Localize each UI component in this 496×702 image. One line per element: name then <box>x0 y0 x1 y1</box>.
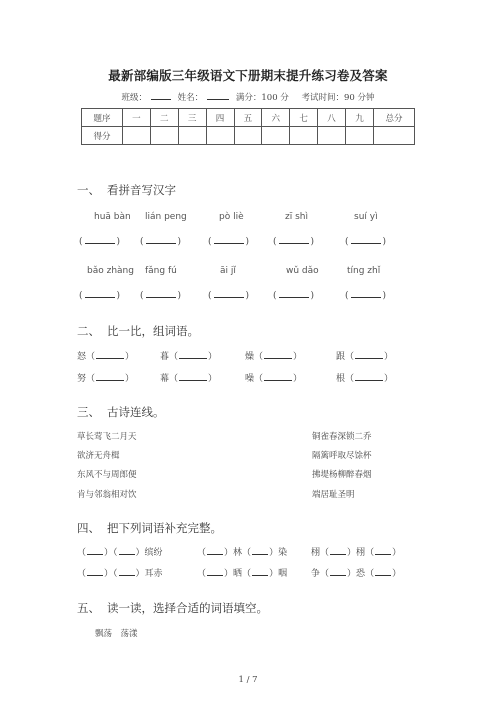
score-header-cell: 七 <box>290 109 318 127</box>
score-header-cell: 一 <box>123 109 151 127</box>
poem-line-right[interactable]: 隔篱呼取尽馀杯 <box>312 451 372 461</box>
section-number: 二、 <box>77 324 100 338</box>
score-header-cell: 三 <box>178 109 206 127</box>
section-3-heading <box>77 404 165 420</box>
exam-info <box>0 91 496 103</box>
score-cell[interactable] <box>206 127 234 145</box>
score-header-cell: 题序 <box>82 109 123 127</box>
idiom-item[interactable]: 栩（ ）栩（ ） <box>311 548 402 558</box>
pinyin: suí yì <box>354 212 378 222</box>
answer-blank[interactable]: ( ) <box>345 237 387 247</box>
score-row-label: 得分 <box>82 127 123 145</box>
score-header-row <box>82 109 415 127</box>
compare-item[interactable]: 努（ ） <box>77 374 135 384</box>
class-label: 班级： <box>121 93 147 103</box>
name-blank[interactable] <box>207 91 229 100</box>
score-cell[interactable] <box>346 127 374 145</box>
section-2-heading <box>77 323 199 339</box>
score-header-cell: 六 <box>262 109 290 127</box>
section-title: 看拼音写汉字 <box>107 183 176 197</box>
score-cell[interactable] <box>234 127 262 145</box>
score-cell[interactable] <box>374 127 415 145</box>
section-number: 一、 <box>77 183 100 197</box>
score-cell[interactable] <box>178 127 206 145</box>
section-title: 把下列词语补充完整。 <box>107 521 222 535</box>
full-score: 满分：100 分 <box>235 93 289 103</box>
score-cell[interactable] <box>318 127 346 145</box>
poem-line-right[interactable]: 端居耻圣明 <box>312 490 355 500</box>
word-options: 飘荡 荡漾 <box>95 629 138 639</box>
pinyin: zī shì <box>285 212 308 222</box>
compare-item[interactable]: 跟（ ） <box>336 352 394 362</box>
page-number: 1 / 7 <box>238 675 258 685</box>
idiom-item[interactable]: 争（ ）恐（ ） <box>311 569 402 579</box>
score-header-cell: 二 <box>150 109 178 127</box>
idiom-item[interactable]: （ ）（ ）缤纷 <box>77 548 163 558</box>
score-table <box>81 108 415 145</box>
compare-item[interactable]: 暮（ ） <box>160 352 218 362</box>
idiom-item[interactable]: （ ）晒（ ）咽 <box>197 569 288 579</box>
compare-item[interactable]: 怒（ ） <box>77 352 135 362</box>
poem-line-left[interactable]: 东风不与周郎便 <box>77 470 137 480</box>
compare-item[interactable]: 燥（ ） <box>245 352 303 362</box>
compare-item[interactable]: 噪（ ） <box>245 374 303 384</box>
pinyin: āi jǐ <box>220 266 236 276</box>
page-title: 最新部编版三年级语文下册期末提升练习卷及答案 <box>108 68 388 83</box>
idiom-item[interactable]: （ ）（ ）耳赤 <box>77 569 163 579</box>
answer-blank[interactable]: ( ) <box>208 237 250 247</box>
pinyin: pò liè <box>219 212 244 222</box>
pinyin: lián peng <box>145 212 187 222</box>
answer-blank[interactable]: ( ) <box>79 291 121 301</box>
poem-line-left[interactable]: 欲济无舟楫 <box>77 451 120 461</box>
pinyin: wǔ dǎo <box>286 266 319 276</box>
score-cell[interactable] <box>150 127 178 145</box>
section-title: 古诗连线。 <box>107 405 165 419</box>
pinyin: huā bàn <box>94 212 131 222</box>
answer-blank[interactable]: ( ) <box>208 291 250 301</box>
answer-blank[interactable]: ( ) <box>140 291 182 301</box>
compare-item[interactable]: 根（ ） <box>336 374 394 384</box>
score-header-cell: 八 <box>318 109 346 127</box>
score-header-cell: 五 <box>234 109 262 127</box>
section-number: 五、 <box>77 601 100 615</box>
answer-blank[interactable]: ( ) <box>140 237 182 247</box>
score-header-cell: 九 <box>346 109 374 127</box>
score-cell[interactable] <box>290 127 318 145</box>
section-number: 四、 <box>77 521 100 535</box>
answer-blank[interactable]: ( ) <box>345 291 387 301</box>
pinyin: bǎo zhàng <box>87 266 134 276</box>
score-header-cell: 总分 <box>374 109 415 127</box>
exam-time: 考试时间：90 分钟 <box>301 93 375 103</box>
section-number: 三、 <box>77 405 100 419</box>
score-row <box>82 127 415 145</box>
compare-item[interactable]: 幕（ ） <box>160 374 218 384</box>
score-header-cell: 四 <box>206 109 234 127</box>
pinyin: fǎng fú <box>145 266 177 276</box>
idiom-item[interactable]: （ ）林（ ）染 <box>197 548 288 558</box>
class-blank[interactable] <box>151 91 171 100</box>
answer-blank[interactable]: ( ) <box>79 237 121 247</box>
section-1-heading <box>77 182 176 198</box>
name-label: 姓名： <box>177 93 204 103</box>
answer-blank[interactable]: ( ) <box>273 291 315 301</box>
section-5-heading <box>77 600 268 616</box>
section-title: 读一读，选择合适的词语填空。 <box>107 601 268 615</box>
answer-blank[interactable]: ( ) <box>273 237 315 247</box>
poem-line-left[interactable]: 草长莺飞二月天 <box>77 432 137 442</box>
section-title: 比一比，组词语。 <box>107 324 199 338</box>
poem-line-right[interactable]: 铜雀春深锁二乔 <box>312 432 372 442</box>
poem-line-left[interactable]: 肯与邻翁相对饮 <box>77 490 137 500</box>
section-4-heading <box>77 520 222 536</box>
poem-line-right[interactable]: 拂堤杨柳醉春烟 <box>312 470 372 480</box>
score-cell[interactable] <box>123 127 151 145</box>
score-cell[interactable] <box>262 127 290 145</box>
pinyin: tíng zhǐ <box>347 266 381 276</box>
